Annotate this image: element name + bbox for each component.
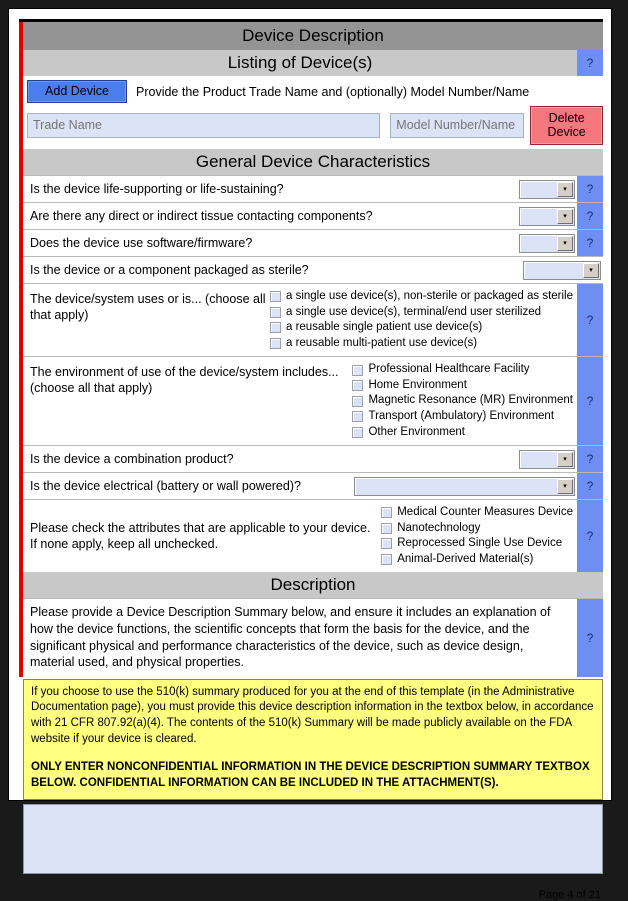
dropdown-wrap — [519, 446, 577, 472]
checkbox-label: a single use device(s), non-sterile or packaged as sterile — [285, 290, 573, 302]
help-icon-device-uses[interactable]: ? — [577, 284, 603, 356]
question-row-attributes — [23, 499, 603, 572]
checkbox-item[interactable] — [270, 289, 573, 305]
question-label: Is the device life-supporting or life-sustaining? — [30, 182, 284, 196]
add-device-row — [23, 76, 603, 106]
page-content — [19, 19, 603, 901]
checkbox-icon[interactable] — [270, 338, 281, 349]
checkbox-item[interactable] — [352, 393, 573, 409]
checkbox-label: Nanotechnology — [397, 521, 481, 534]
checkbox-label: Other Environment — [368, 425, 465, 438]
chevron-down-icon[interactable]: ▾ — [557, 182, 573, 197]
question-label: The environment of use of the device/system includes... (choose all that apply) — [30, 365, 339, 396]
question-label: The device/system uses or is... (choose all that apply) — [30, 292, 266, 322]
checkbox-label: Transport (Ambulatory) Environment — [368, 409, 555, 422]
checkbox-item[interactable] — [352, 409, 573, 425]
delete-device-button[interactable]: Delete Device — [530, 106, 603, 145]
checkbox-label: Animal-Derived Material(s) — [397, 552, 534, 565]
listing-instruction: Provide the Product Trade Name and (optionally) Model Number/Name — [136, 84, 530, 99]
tissue-contact-dropdown[interactable] — [519, 207, 575, 226]
question-row-tissue-contact — [23, 202, 603, 229]
notice-bold-warning: ONLY ENTER NONCONFIDENTIAL INFORMATION IN THE DEVICE DESCRIPTION SUMMARY TEXTBOX BELOW. CONFIDENTIAL INFORMATION CAN BE INCLUDED IN THE ATTACHMENT(S). — [31, 761, 590, 789]
question-label: Does the device use software/firmware? — [30, 236, 253, 250]
chevron-down-icon[interactable]: ▾ — [557, 236, 573, 251]
description-header: Description — [23, 572, 603, 598]
checkbox-item[interactable] — [270, 305, 573, 321]
checkbox-label: Reprocessed Single Use Device — [397, 537, 563, 550]
help-icon-environment[interactable]: ? — [577, 357, 603, 445]
question-row-environment — [23, 356, 603, 445]
dropdown-wrap — [519, 203, 577, 229]
software-dropdown[interactable] — [519, 234, 575, 253]
general-characteristics-header: General Device Characteristics — [23, 149, 603, 175]
description-section — [19, 572, 603, 677]
help-icon-tissue-contact[interactable]: ? — [577, 203, 603, 229]
checkbox-label: a reusable single patient use device(s) — [285, 321, 483, 334]
description-instruction-row — [23, 598, 603, 677]
question-row-sterile — [23, 256, 603, 283]
electrical-dropdown[interactable] — [354, 477, 575, 496]
checkbox-item[interactable] — [381, 552, 573, 568]
checkbox-item[interactable] — [352, 362, 573, 378]
listing-header — [23, 50, 603, 76]
device-description-section — [19, 22, 603, 50]
question-row-device-uses — [23, 283, 603, 356]
model-number-input[interactable] — [390, 113, 524, 138]
chevron-down-icon[interactable]: ▾ — [583, 263, 599, 278]
checkbox-icon[interactable] — [352, 365, 363, 376]
question-label: Is the device electrical (battery or wall powered)? — [30, 479, 301, 494]
attributes-checkbox-group — [381, 500, 577, 572]
checkbox-icon[interactable] — [352, 427, 363, 438]
checkbox-icon[interactable] — [381, 507, 392, 518]
checkbox-item[interactable] — [381, 505, 573, 521]
checkbox-label: a single use device(s), terminal/end user sterilized — [285, 305, 542, 318]
checkbox-label: Medical Counter Measures Device — [397, 506, 573, 519]
chevron-down-icon[interactable]: ▾ — [557, 452, 573, 467]
help-icon-attributes[interactable]: ? — [577, 500, 603, 572]
help-icon-software[interactable]: ? — [577, 230, 603, 256]
checkbox-item[interactable] — [352, 378, 573, 394]
checkbox-label: a reusable multi-patient use device(s) — [285, 336, 478, 349]
life-supporting-dropdown[interactable] — [519, 180, 575, 199]
checkbox-icon[interactable] — [270, 291, 281, 302]
question-label: Is the device or a component packaged as sterile? — [30, 263, 309, 277]
checkbox-icon[interactable] — [352, 396, 363, 407]
checkbox-item[interactable] — [270, 336, 573, 352]
section-spine — [19, 149, 23, 572]
listing-of-devices-section — [19, 50, 603, 149]
checkbox-icon[interactable] — [381, 523, 392, 534]
device-description-summary-textarea[interactable] — [23, 804, 603, 874]
page-number: Page 4 of 21 — [538, 888, 601, 901]
checkbox-item[interactable] — [381, 536, 573, 552]
chevron-down-icon[interactable]: ▾ — [557, 209, 573, 224]
checkbox-item[interactable] — [270, 320, 573, 336]
dropdown-wrap — [519, 230, 577, 256]
notice-paragraph: If you choose to use the 510(k) summary produced for you at the end of this template (in the Administrative Documentation page), you must provide this device description information in the textbox below, in accordance with 21 CFR 807.92(a)(4). The contents of the 510(k) Summary will be made publicly available on the FDA website if your device is cleared. — [31, 685, 594, 745]
checkbox-icon[interactable] — [381, 538, 392, 549]
add-device-button[interactable]: Add Device — [27, 80, 127, 103]
dropdown-wrap — [354, 473, 577, 499]
checkbox-item[interactable] — [352, 425, 573, 441]
chevron-down-icon[interactable]: ▾ — [557, 479, 573, 494]
description-instruction: Please provide a Device Description Summary below, and ensure it includes an explanation of how the device functions, the scientific concepts that form the basis for the device, and the significant physical and performance characteristics of the device, such as device design, material used, and physical properties. — [30, 605, 551, 670]
question-label: Is the device a combination product? — [30, 452, 234, 467]
trade-name-input[interactable] — [27, 113, 380, 138]
section-spine — [19, 22, 23, 50]
checkbox-label: Professional Healthcare Facility — [368, 363, 530, 376]
help-icon-listing[interactable]: ? — [577, 50, 603, 76]
section-spine — [19, 50, 23, 149]
environment-checkbox-group — [352, 357, 577, 445]
sterile-dropdown[interactable] — [523, 261, 601, 280]
dropdown-wrap — [523, 257, 603, 283]
page-title: Device Description — [23, 22, 603, 50]
checkbox-icon[interactable] — [352, 380, 363, 391]
question-row-life-supporting — [23, 175, 603, 202]
confidentiality-notice — [23, 679, 603, 800]
question-label: Please check the attributes that are applicable to your device. If none apply, keep all unchecked. — [30, 521, 371, 552]
checkbox-icon[interactable] — [352, 411, 363, 422]
section-spine — [19, 572, 23, 677]
combination-product-dropdown[interactable] — [519, 450, 575, 469]
listing-header-label: Listing of Device(s) — [227, 53, 373, 72]
device-uses-checkbox-group — [270, 284, 577, 356]
checkbox-icon[interactable] — [381, 554, 392, 565]
question-row-software — [23, 229, 603, 256]
document-page — [8, 8, 612, 901]
question-row-combination — [23, 445, 603, 472]
help-icon-electrical[interactable]: ? — [577, 473, 603, 499]
checkbox-item[interactable] — [381, 521, 573, 537]
help-icon-life-supporting[interactable]: ? — [577, 176, 603, 202]
general-characteristics-section — [19, 149, 603, 572]
help-icon-combination[interactable]: ? — [577, 446, 603, 472]
checkbox-label: Magnetic Resonance (MR) Environment — [368, 394, 573, 407]
help-icon-description[interactable]: ? — [577, 599, 603, 677]
checkbox-label: Home Environment — [368, 378, 467, 391]
question-label: Are there any direct or indirect tissue contacting components? — [30, 209, 373, 223]
device-entry-row — [23, 106, 603, 149]
question-row-electrical — [23, 472, 603, 499]
dropdown-wrap — [519, 176, 577, 202]
checkbox-icon[interactable] — [270, 322, 281, 333]
checkbox-icon[interactable] — [270, 307, 281, 318]
